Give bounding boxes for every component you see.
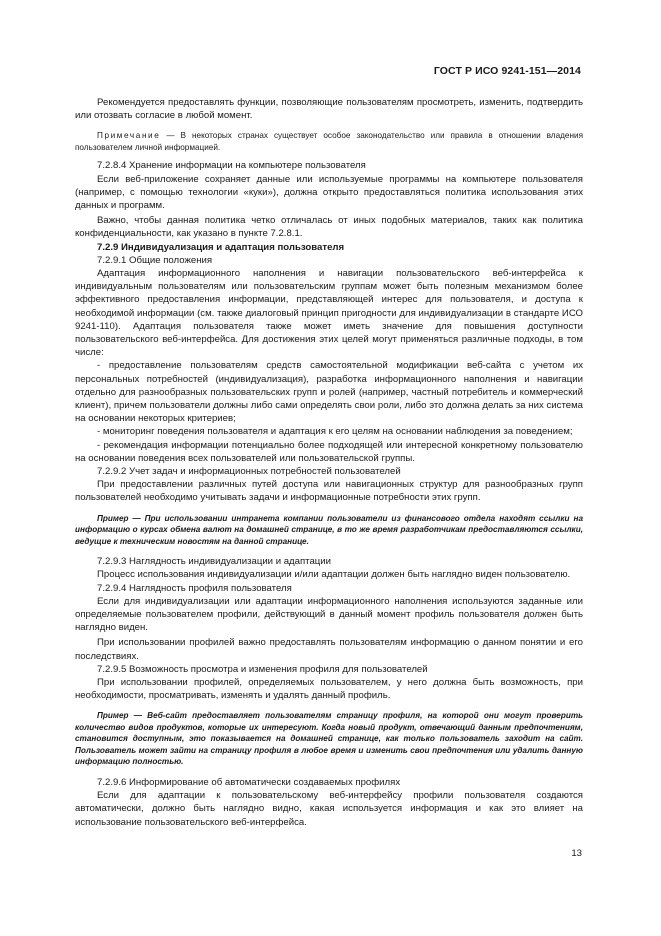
- paragraph-consent: Рекомендуется предоставлять функции, позволяющие пользователям просмотреть, изменить, подтвердить или отозвать согласие в любой момент.: [75, 97, 583, 122]
- section-7291-bullet-3: - рекомендация информации потенциально более подходящей или интересной конкретному пользователю на основании поведения всех пользователей или пользовательской группы.: [75, 439, 583, 464]
- note: [75, 130, 583, 153]
- section-7294-paragraph-1: Если для индивидуализации или адаптации информационного наполнения используются заданные или определяемые пользователем профили, действующий в данный момент профиль пользователя должен быть наглядно виден.: [75, 595, 583, 634]
- section-7293-paragraph: Процесс использования индивидуализации и/или адаптации должен быть наглядно виден пользователю.: [97, 569, 571, 581]
- note-label: Примечание: [97, 131, 161, 141]
- note-text: — В некоторых странах существует особое законодательство или правила в отношении владения пользователем личной информацией.: [75, 131, 583, 152]
- page-number: 13: [571, 848, 582, 859]
- section-7291-paragraph: Адаптация информационного наполнения и навигации пользовательского веб-интерфейса к индивидуальным пользователям или пользовательским группам может быть полезным механизмом более эффективного предоставления информации, представляющей интерес для пользователя, и доступа к необходимой информации (см. также диалоговый принцип пригодности для индивидуализации в стандарте ИСО 9241-110). Адаптация пользователя также может иметь значение для повышения доступности пользовательского веб-интерфейса. Для достижения этих целей могут применяться различные подходы, в том числе:: [75, 268, 583, 359]
- section-7291-bullet-1: - предоставление пользователям средств самостоятельной модификации веб-сайта с учетом их персональных потребностей (индивидуализация), разработка информационного наполнения и навигации отдельно для разнообразных пользовательских групп и ролей (например, частный потребитель и коммерческий клиент), причем пользователи должны либо сами определять свои роли, либо это должна делать за них система на основании некоторых критериев;: [75, 360, 583, 425]
- section-7292-paragraph: При предоставлении различных путей доступа или навигационных структур для разнообразных групп пользователей необходимо учитывать задачи и информационные потребности этих групп.: [75, 479, 583, 504]
- section-7294-paragraph-2: При использовании профилей важно предоставлять пользователям информацию о данном понятии и его последствиях.: [75, 637, 583, 662]
- page-content: [75, 96, 583, 829]
- section-7293-title: 7.2.9.3 Наглядность индивидуализации и адаптации: [97, 556, 332, 568]
- section-7296-title: 7.2.9.6 Информирование об автоматически создаваемых профилях: [97, 776, 401, 788]
- example-profile-page: Пример — Веб-сайт предоставляет пользователям страницу профиля, на которой они могут проверить количество видов продуктов, которые их интересуют. Когда новый продукт, отвечающий данным предпочтениям, становится доступным, это показывается на домашней странице, как только пользователь заходит на сайт. Пользователь может зайти на страницу профиля в любое время и изменить свои предпочтения или удалить данную информацию полностью.: [75, 711, 583, 767]
- section-7295-paragraph: При использовании профилей, определяемых пользователем, у него должна быть возможность, при необходимости, просматривать, изменять и удалять данный профиль.: [75, 677, 583, 702]
- standard-header: ГОСТ Р ИСО 9241-151—2014: [433, 65, 581, 77]
- example-intranet: Пример — При использовании интранета компании пользователи из финансового отдела находят ссылки на информацию о курсах обмена валют на домашней странице, в то же время разработчикам предоставляются ссылки, ведущие к техническим новостям на данной странице.: [75, 513, 583, 546]
- section-7284-title: 7.2.8.4 Хранение информации на компьютере пользователя: [97, 160, 366, 172]
- section-7295-title: 7.2.9.5 Возможность просмотра и изменения профиля для пользователей: [97, 663, 428, 675]
- section-7292-title: 7.2.9.2 Учет задач и информационных потребностей пользователей: [97, 466, 401, 478]
- section-7291-bullet-2: - мониторинг поведения пользователя и адаптация к его целям на основании наблюдения за поведением;: [97, 426, 573, 438]
- section-7284-paragraph-1: Если веб-приложение сохраняет данные или используемые программы на компьютере пользователя (например, с помощью технологии «куки»), должна открыто предоставляться политика использования этих данных и программ.: [75, 173, 583, 212]
- section-7284-paragraph-2: Важно, чтобы данная политика четко отличалась от иных подобных материалов, таких как политика конфиденциальности, как указано в пункте 7.2.8.1.: [75, 215, 583, 240]
- section-7296-paragraph: Если для адаптации к пользовательскому веб-интерфейсу профили пользователя создаются автоматически, должно быть наглядно видно, какая используется информация и как это влияет на использование пользовательского веб-интерфейса.: [75, 790, 583, 828]
- section-7291-title: 7.2.9.1 Общие положения: [97, 254, 213, 266]
- section-729-title: 7.2.9 Индивидуализация и адаптация пользователя: [97, 241, 345, 253]
- section-7294-title: 7.2.9.4 Наглядность профиля пользователя: [97, 582, 292, 594]
